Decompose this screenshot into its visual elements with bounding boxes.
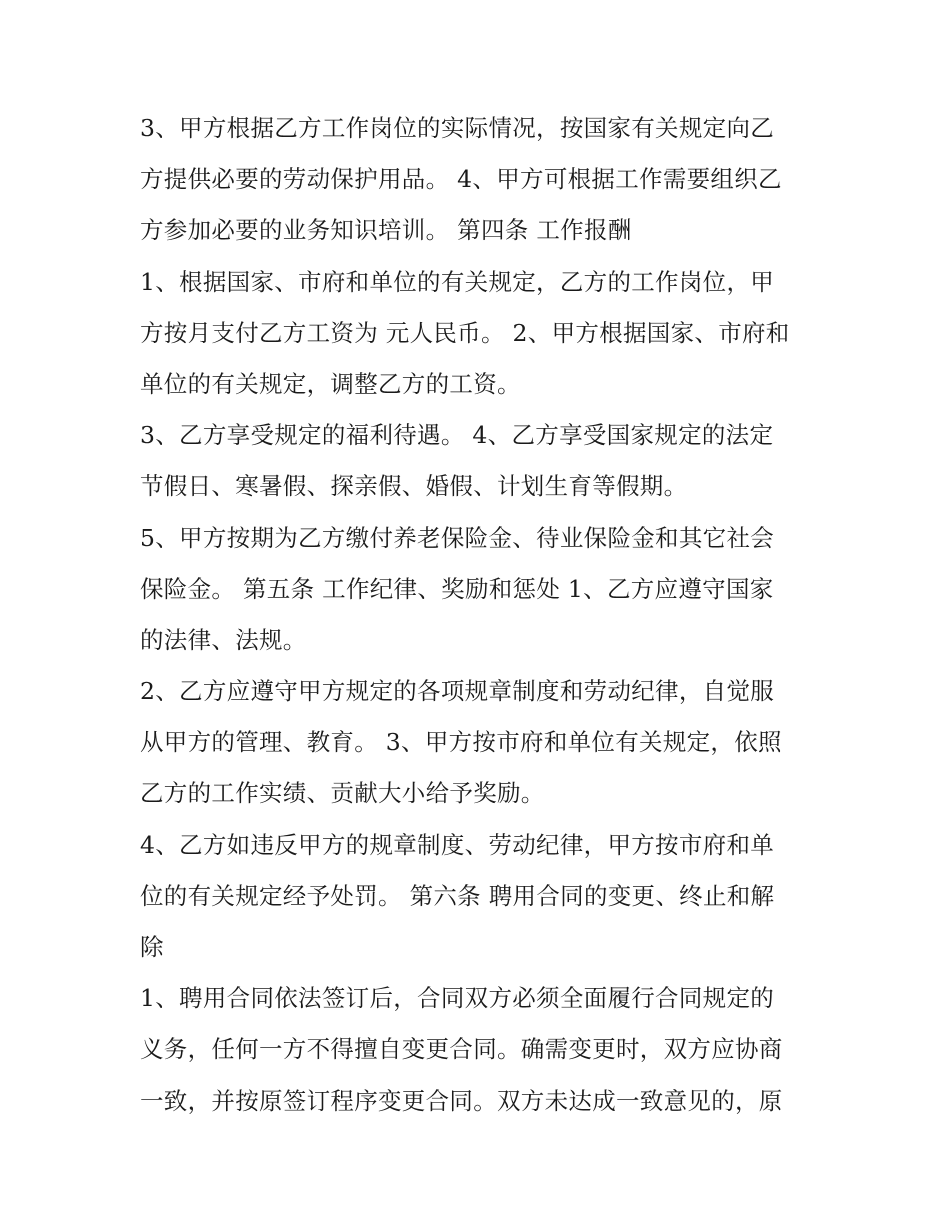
text-line: 2、乙方应遵守甲方规定的各项规章制度和劳动纪律，自觉服 xyxy=(140,677,775,706)
text-line: 1、聘用合同依法签订后，合同双方必须全面履行合同规定的 xyxy=(140,984,775,1013)
text-line: 5、甲方按期为乙方缴付养老保险金、待业保险金和其它社会 xyxy=(140,523,775,552)
text-line: 方参加必要的业务知识培训。 第四条 工作报酬 xyxy=(140,216,632,245)
text-line: 除 xyxy=(140,933,164,961)
text-line: 位的有关规定经予处罚。 第六条 聘用合同的变更、终止和解 xyxy=(140,881,775,910)
text-line: 1、根据国家、市府和单位的有关规定，乙方的工作岗位，甲 xyxy=(140,267,775,296)
text-line: 保险金。 第五条 工作纪律、奖励和惩处 1、乙方应遵守国家 xyxy=(140,574,774,603)
text-line: 3、乙方享受规定的福利待遇。 4、乙方享受国家规定的法定 xyxy=(140,421,774,450)
text-line: 节假日、寒暑假、探亲假、婚假、计划生育等假期。 xyxy=(140,472,688,501)
document-body xyxy=(140,103,830,1127)
text-line: 方提供必要的劳动保护用品。 4、甲方可根据工作需要组织乙 xyxy=(140,165,782,194)
text-line: 的法律、法规。 xyxy=(140,625,307,654)
text-line: 方按月支付乙方工资为 元人民币。 2、甲方根据国家、市府和 xyxy=(140,318,790,347)
text-line: 一致，并按原签订程序变更合同。双方未达成一致意见的，原 xyxy=(140,1086,783,1115)
text-line: 从甲方的管理、教育。 3、甲方按市府和单位有关规定，依照 xyxy=(140,728,782,757)
text-line: 3、甲方根据乙方工作岗位的实际情况，按国家有关规定向乙 xyxy=(140,114,775,142)
text-line: 义务，任何一方不得擅自变更合同。确需变更时，双方应协商 xyxy=(140,1035,783,1064)
text-line: 4、乙方如违反甲方的规章制度、劳动纪律，甲方按市府和单 xyxy=(140,830,775,859)
text-line: 乙方的工作实绩、贡献大小给予奖励。 xyxy=(140,779,545,808)
text-line: 单位的有关规定，调整乙方的工资。 xyxy=(140,369,521,398)
